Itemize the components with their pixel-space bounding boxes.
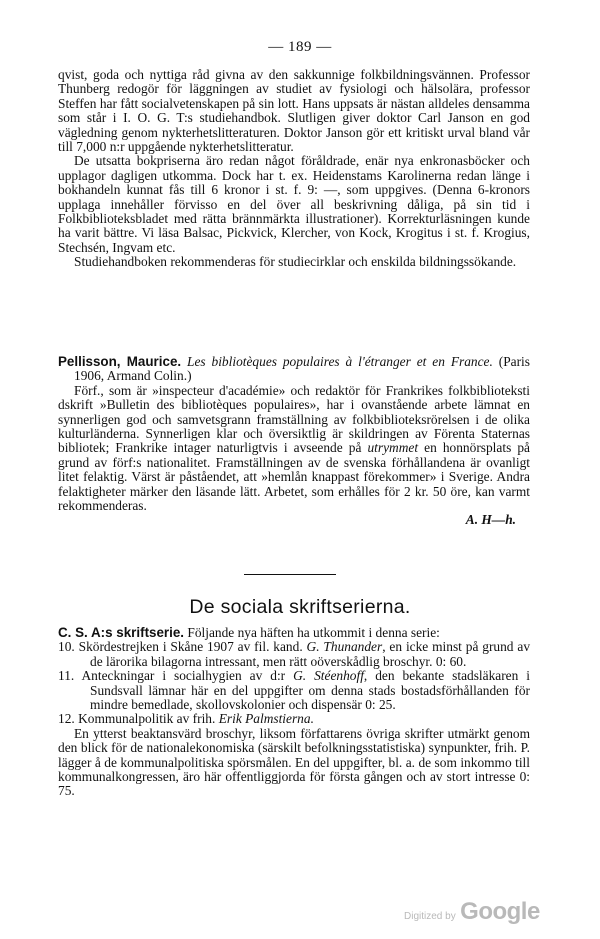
section-heading: De sociala skriftserierna.: [189, 596, 411, 618]
review-citation: [58, 355, 530, 384]
review-pubinfo: (Paris 1906, Armand Colin.): [74, 354, 530, 384]
list-item: 11. Anteckningar i socialhygien av d:r G. Stéenhoff, den bekante stadsläkaren i Sundsvall lämnar här en del uppgifter om denna stads bostadsförhållanden för mindre bemedlade, skollovskolonier och dispensär 0: 25.: [58, 668, 530, 713]
list-item: 12. Kommunalpolitik av frih. Erik Palmstierna.: [58, 711, 314, 727]
paragraph: En ytterst beaktansvärd broschyr, liksom författarens övriga skrifter utmärkt genom den blick för de nationalekonomiska (särskilt befolkningsstatistiska) synpunkter, frih. P. lägger å de kommunalpolitiska spörsmålen. En del uppgifter, bl. a. de som inkommo till kommunalkongressen, äro här offentliggjorda för första gången och av stort intresse 0: 75.: [58, 725, 530, 799]
digitized-by-google-watermark: Digitized by Google: [404, 898, 540, 925]
review-author: Pellisson, Maurice.: [58, 354, 182, 369]
section-study-handbook: [58, 68, 530, 270]
section-divider: [244, 574, 336, 575]
paragraph: qvist, goda och nyttiga råd givna av den sakkunnige folkbildningsvännen. Professor Thunberg redogör för läggningen av studiet av fysiologi och hälsolära, professor Steffen har fått socialvetenskapen på sin lott. Hans uppsats är nästan alldeles densamma som står i I. O. G. T:s studiehandbok. Slutligen giver doktor Carl Janson en god vägledning genom nykterhetslitteraturen. Doktor Janson gör ett kritiskt urval bland vår till 7,000 n:r uppgående nykterhetslitteratur.: [58, 67, 530, 155]
page-number: — 189 —: [268, 39, 332, 55]
review-signature: A. H—h.: [465, 512, 516, 528]
series-label: C. S. A:s skriftserie.: [58, 625, 185, 640]
list-item: 10. Skördestrejken i Skåne 1907 av fil. kand. G. Thunander, en icke minst på grund av de lärorika bilagorna intressant, men rätt oöverskådlig broschyr. 0: 60.: [58, 639, 531, 669]
paragraph: Studiehandboken rekommenderas för studiecirklar och enskilda bildningssökande.: [74, 254, 517, 270]
section-social-series: [58, 626, 530, 799]
review-body: Förf., som är »inspecteur d'académie» och redaktör för Frankrikes folkbiblioteksti​dskrift »Bulletin des bibliotèques populaires», har i ovanstående arbete lämnat en synnerligen god och samvetsgrann framställning av folkbiblioteksrörelsen i de olika kulturländerna. Synnerligen klar och översiktlig är skildringen av Förenta Staternas bibliotek; Frankrike intager naturligtvis i avseende på utrymmet en honnörsplats på grund av förf:s nationalitet. Framställningen av de svenska förhållandena är ovanligt litet felaktig. Värst är påståendet, att »hemlån knappast förekommer» i Sverige. Andra felaktigheter märker den läsande lätt. Arbetet, som erhålles för 2 kr. 50 öre, kan varmt rekommenderas.: [58, 382, 530, 514]
review-pellisson: [58, 355, 530, 528]
series-intro: C. S. A:s skriftserie. Följande nya häften ha utkommit i denna serie:: [58, 625, 440, 640]
paragraph: De utsatta bokpriserna äro redan något föråldrade, enär nya enkronasböcker och upplagor dagligen utkomma. Dock har t. ex. Heidenstams Karolinerna redan länge i bokhandeln kunnat fås till 6 kronor i st. f. 9: —, som uppgives. (Denna 6-kronors upplaga innehåller förvisso en del över all beskrivning dåliga, på sin tid i Folkbiblioteksbladet med rätta brännmärkta illustrationer). Korrekturläsningen kunde ha varit bättre. Vi läsa Balsac, Pickvick, Klercher, von Kock, Krogitus i st. f. Krogius, Stechsén, Ingvam etc.: [58, 153, 530, 255]
review-title: Les bibliotèques populaires à l'étranger et en France.: [187, 354, 493, 369]
